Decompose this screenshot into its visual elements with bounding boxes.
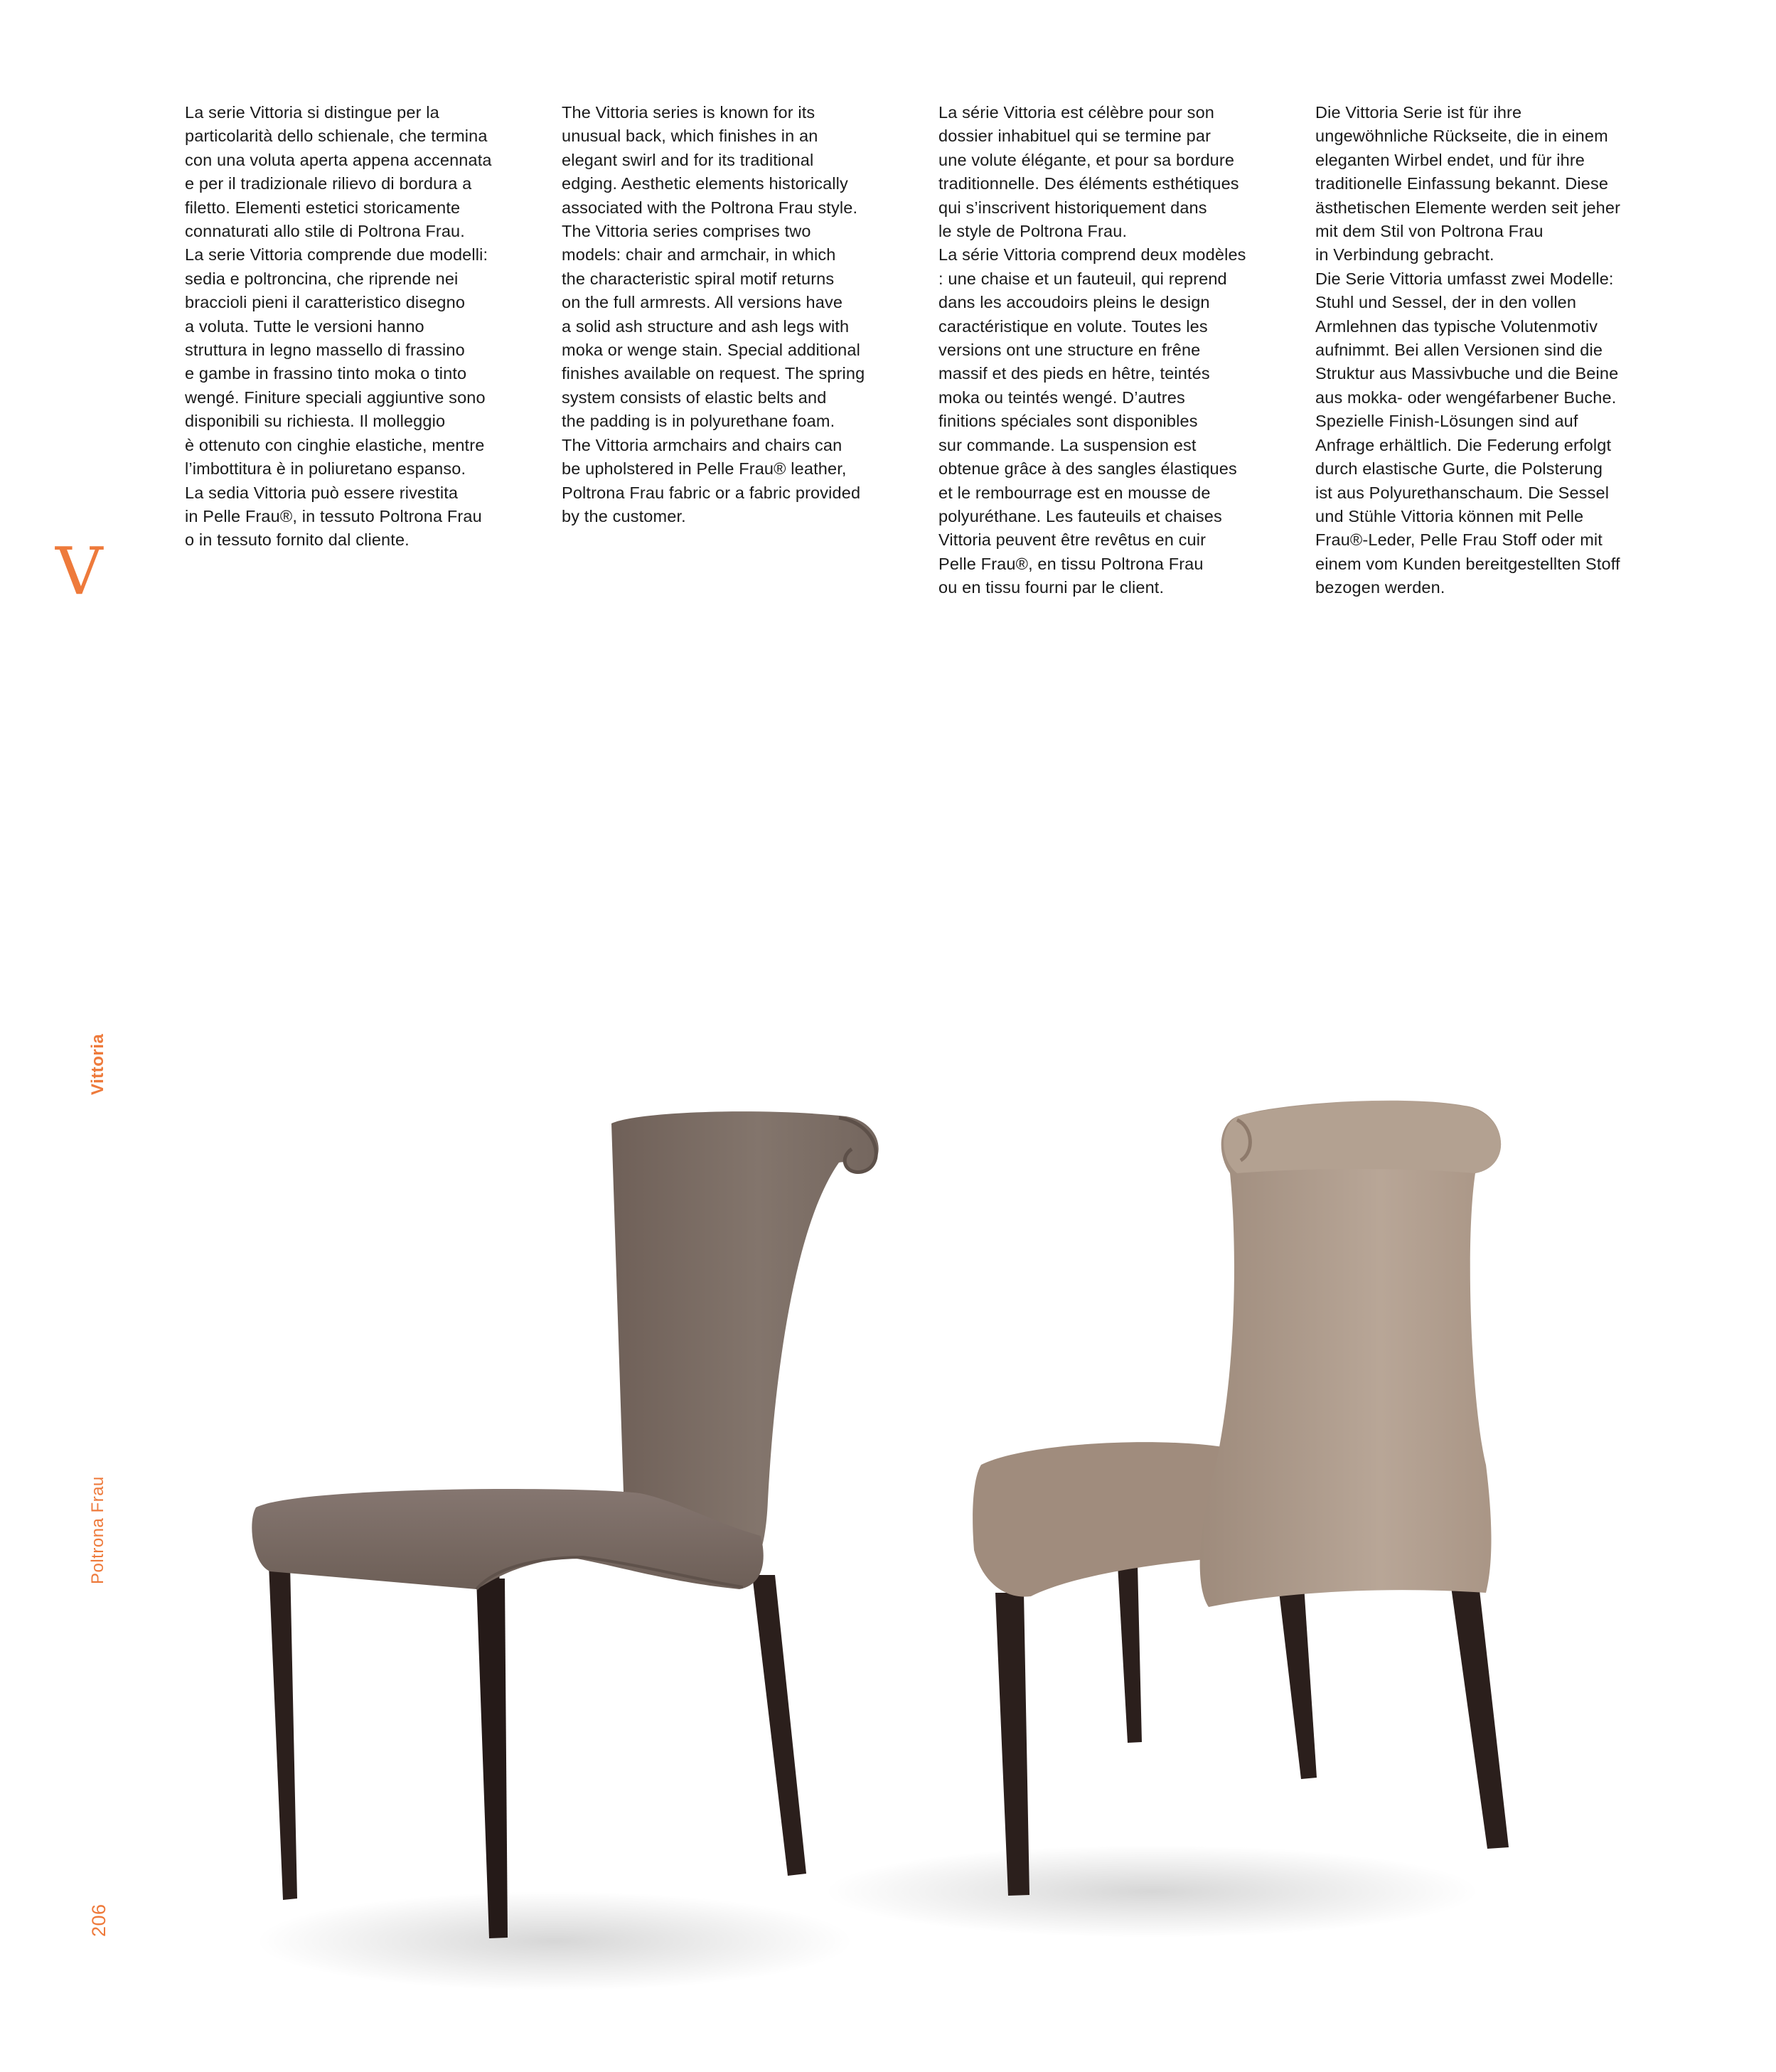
text-line: : une chaise et un fauteuil, qui reprend bbox=[938, 269, 1227, 288]
text-line: Poltrona Frau fabric or a fabric provided bbox=[562, 483, 861, 502]
text-line: La série Vittoria est célèbre pour son bbox=[938, 103, 1215, 122]
text-line: particolarità dello schienale, che termina bbox=[185, 127, 488, 146]
text-line: Pelle Frau®, en tissu Poltrona Frau bbox=[938, 554, 1204, 573]
text-line: moka ou teintés wengé. D’autres bbox=[938, 388, 1185, 407]
backrest-roll bbox=[1224, 1101, 1501, 1173]
text-line: ist aus Polyurethanschaum. Die Sessel bbox=[1315, 483, 1610, 502]
text-line: und Stühle Vittoria können mit Pelle bbox=[1315, 506, 1584, 525]
text-line: unusual back, which finishes in an bbox=[562, 127, 818, 146]
text-line: aus mokka- oder wengéfarbener Buche. bbox=[1315, 388, 1617, 407]
chair-shadow bbox=[825, 1845, 1479, 1938]
text-column-english bbox=[562, 101, 917, 528]
text-line: a voluta. Tutte le versioni hanno bbox=[185, 316, 424, 336]
text-line: et le rembourrage est en mousse de bbox=[938, 483, 1211, 502]
text-line: bezogen werden. bbox=[1315, 578, 1445, 597]
text-line: system consists of elastic belts and bbox=[562, 388, 827, 407]
text-line: versions ont une structure en frêne bbox=[938, 341, 1201, 360]
chair-leg bbox=[752, 1575, 806, 1876]
text-line: wengé. Finiture speciali aggiuntive sono bbox=[185, 388, 486, 407]
text-line: the characteristic spiral motif returns bbox=[562, 269, 835, 288]
text-line: Die Vittoria Serie ist für ihre bbox=[1315, 103, 1522, 122]
text-line: une volute élégante, et pour sa bordure bbox=[938, 150, 1235, 169]
chair-leg bbox=[269, 1564, 297, 1900]
text-line: La série Vittoria comprend deux modèles bbox=[938, 245, 1246, 265]
chair-leg bbox=[1449, 1571, 1509, 1849]
text-line: La serie Vittoria si distingue per la bbox=[185, 103, 439, 122]
text-line: massif et des pieds en hêtre, teintés bbox=[938, 364, 1210, 383]
text-line: è ottenuto con cinghie elastiche, mentre bbox=[185, 435, 485, 454]
text-line: on the full armrests. All versions have bbox=[562, 293, 843, 312]
text-line: e per il tradizionale rilievo di bordura a bbox=[185, 174, 472, 193]
text-line: Armlehnen das typische Volutenmotiv bbox=[1315, 316, 1598, 336]
text-line: filetto. Elementi estetici storicamente bbox=[185, 198, 461, 217]
text-line: obtenue grâce à des sangles élastiques bbox=[938, 459, 1237, 479]
section-initial: V bbox=[55, 533, 103, 609]
text-line: le style de Poltrona Frau. bbox=[938, 222, 1128, 241]
text-line: aufnimmt. Bei allen Versionen sind die bbox=[1315, 341, 1603, 360]
series-label: Vittoria bbox=[88, 1033, 107, 1095]
text-line: dans les accoudoirs pleins le design bbox=[938, 293, 1210, 312]
text-line: einem vom Kunden bereitgestellten Stoff bbox=[1315, 554, 1620, 573]
text-line: caractéristique en volute. Toutes les bbox=[938, 316, 1208, 336]
text-line: connaturati allo stile di Poltrona Frau. bbox=[185, 222, 465, 241]
chair-rear-view bbox=[825, 1101, 1509, 1938]
text-line: l’imbottitura è in poliuretano espanso. bbox=[185, 459, 466, 479]
text-line: Frau®-Leder, Pelle Frau Stoff oder mit bbox=[1315, 530, 1603, 550]
text-line: associated with the Poltrona Frau style. bbox=[562, 198, 858, 217]
text-line: finishes available on request. The spring bbox=[562, 364, 865, 383]
text-line: o in tessuto fornito dal cliente. bbox=[185, 530, 410, 550]
text-line: Struktur aus Massivbuche und die Beine bbox=[1315, 364, 1619, 383]
text-line: by the customer. bbox=[562, 506, 686, 525]
text-line: moka or wenge stain. Special additional bbox=[562, 341, 860, 360]
chair-leg bbox=[995, 1593, 1029, 1896]
text-line: traditionelle Einfassung bekannt. Diese bbox=[1315, 174, 1609, 193]
text-line: mit dem Stil von Poltrona Frau bbox=[1315, 222, 1544, 241]
text-line: finitions spéciales sont disponibles bbox=[938, 412, 1198, 431]
text-line: edging. Aesthetic elements historically bbox=[562, 174, 848, 193]
text-line: struttura in legno massello di frassino bbox=[185, 341, 465, 360]
text-line: Vittoria peuvent être revêtus en cuir bbox=[938, 530, 1207, 550]
text-line: disponibili su richiesta. Il molleggio bbox=[185, 412, 446, 431]
text-line: sedia e poltroncina, che riprende nei bbox=[185, 269, 459, 288]
text-line: models: chair and armchair, in which bbox=[562, 245, 836, 265]
text-line: elegant swirl and for its traditional bbox=[562, 150, 814, 169]
text-line: the padding is in polyurethane foam. bbox=[562, 412, 835, 431]
text-line: traditionnelle. Des éléments esthétiques bbox=[938, 174, 1239, 193]
text-line: The Vittoria series is known for its bbox=[562, 103, 815, 122]
text-line: in Pelle Frau®, in tessuto Poltrona Frau bbox=[185, 506, 482, 525]
text-line: qui s’inscrivent historiquement dans bbox=[938, 198, 1207, 217]
chair-leg bbox=[476, 1579, 508, 1938]
text-line: polyuréthane. Les fauteuils et chaises bbox=[938, 506, 1222, 525]
text-line: La serie Vittoria comprende due modelli: bbox=[185, 245, 488, 265]
text-line: sur commande. La suspension est bbox=[938, 435, 1197, 454]
text-line: durch elastische Gurte, die Polsterung bbox=[1315, 459, 1603, 479]
text-line: Stuhl und Sessel, der in den vollen bbox=[1315, 293, 1577, 312]
chair-front-view bbox=[252, 1111, 878, 1991]
text-line: ästhetischen Elemente werden seit jeher bbox=[1315, 198, 1621, 217]
text-line: braccioli pieni il caratteristico disegno bbox=[185, 293, 466, 312]
text-line: La sedia Vittoria può essere rivestita bbox=[185, 483, 459, 502]
chair-shadow bbox=[256, 1891, 853, 1991]
text-line: Die Serie Vittoria umfasst zwei Modelle: bbox=[1315, 269, 1614, 288]
product-photo bbox=[213, 1067, 1635, 1991]
chair-leg bbox=[1278, 1586, 1317, 1779]
page-number: 206 bbox=[88, 1903, 109, 1937]
text-line: e gambe in frassino tinto moka o tinto bbox=[185, 364, 467, 383]
text-line: The Vittoria series comprises two bbox=[562, 222, 811, 241]
text-line: ou en tissu fourni par le client. bbox=[938, 578, 1165, 597]
text-line: Anfrage erhältlich. Die Federung erfolgt bbox=[1315, 435, 1612, 454]
text-line: Spezielle Finish-Lösungen sind auf bbox=[1315, 412, 1578, 431]
text-line: eleganten Wirbel endet, und für ihre bbox=[1315, 150, 1585, 169]
text-column-german bbox=[1315, 101, 1671, 600]
text-line: dossier inhabituel qui se termine par bbox=[938, 127, 1211, 146]
brand-label: Poltrona Frau bbox=[88, 1476, 107, 1584]
text-line: a solid ash structure and ash legs with bbox=[562, 316, 850, 336]
chair-backrest bbox=[1200, 1101, 1501, 1607]
text-line: con una voluta aperta appena accennata bbox=[185, 150, 492, 169]
chair-seat bbox=[973, 1442, 1230, 1596]
text-line: ungewöhnliche Rückseite, die in einem bbox=[1315, 127, 1608, 146]
text-line: be upholstered in Pelle Frau® leather, bbox=[562, 459, 847, 479]
text-line: The Vittoria armchairs and chairs can bbox=[562, 435, 842, 454]
text-column-italian bbox=[185, 101, 540, 552]
chair-leg bbox=[1118, 1564, 1142, 1743]
text-column-french bbox=[938, 101, 1294, 600]
text-line: in Verbindung gebracht. bbox=[1315, 245, 1494, 265]
